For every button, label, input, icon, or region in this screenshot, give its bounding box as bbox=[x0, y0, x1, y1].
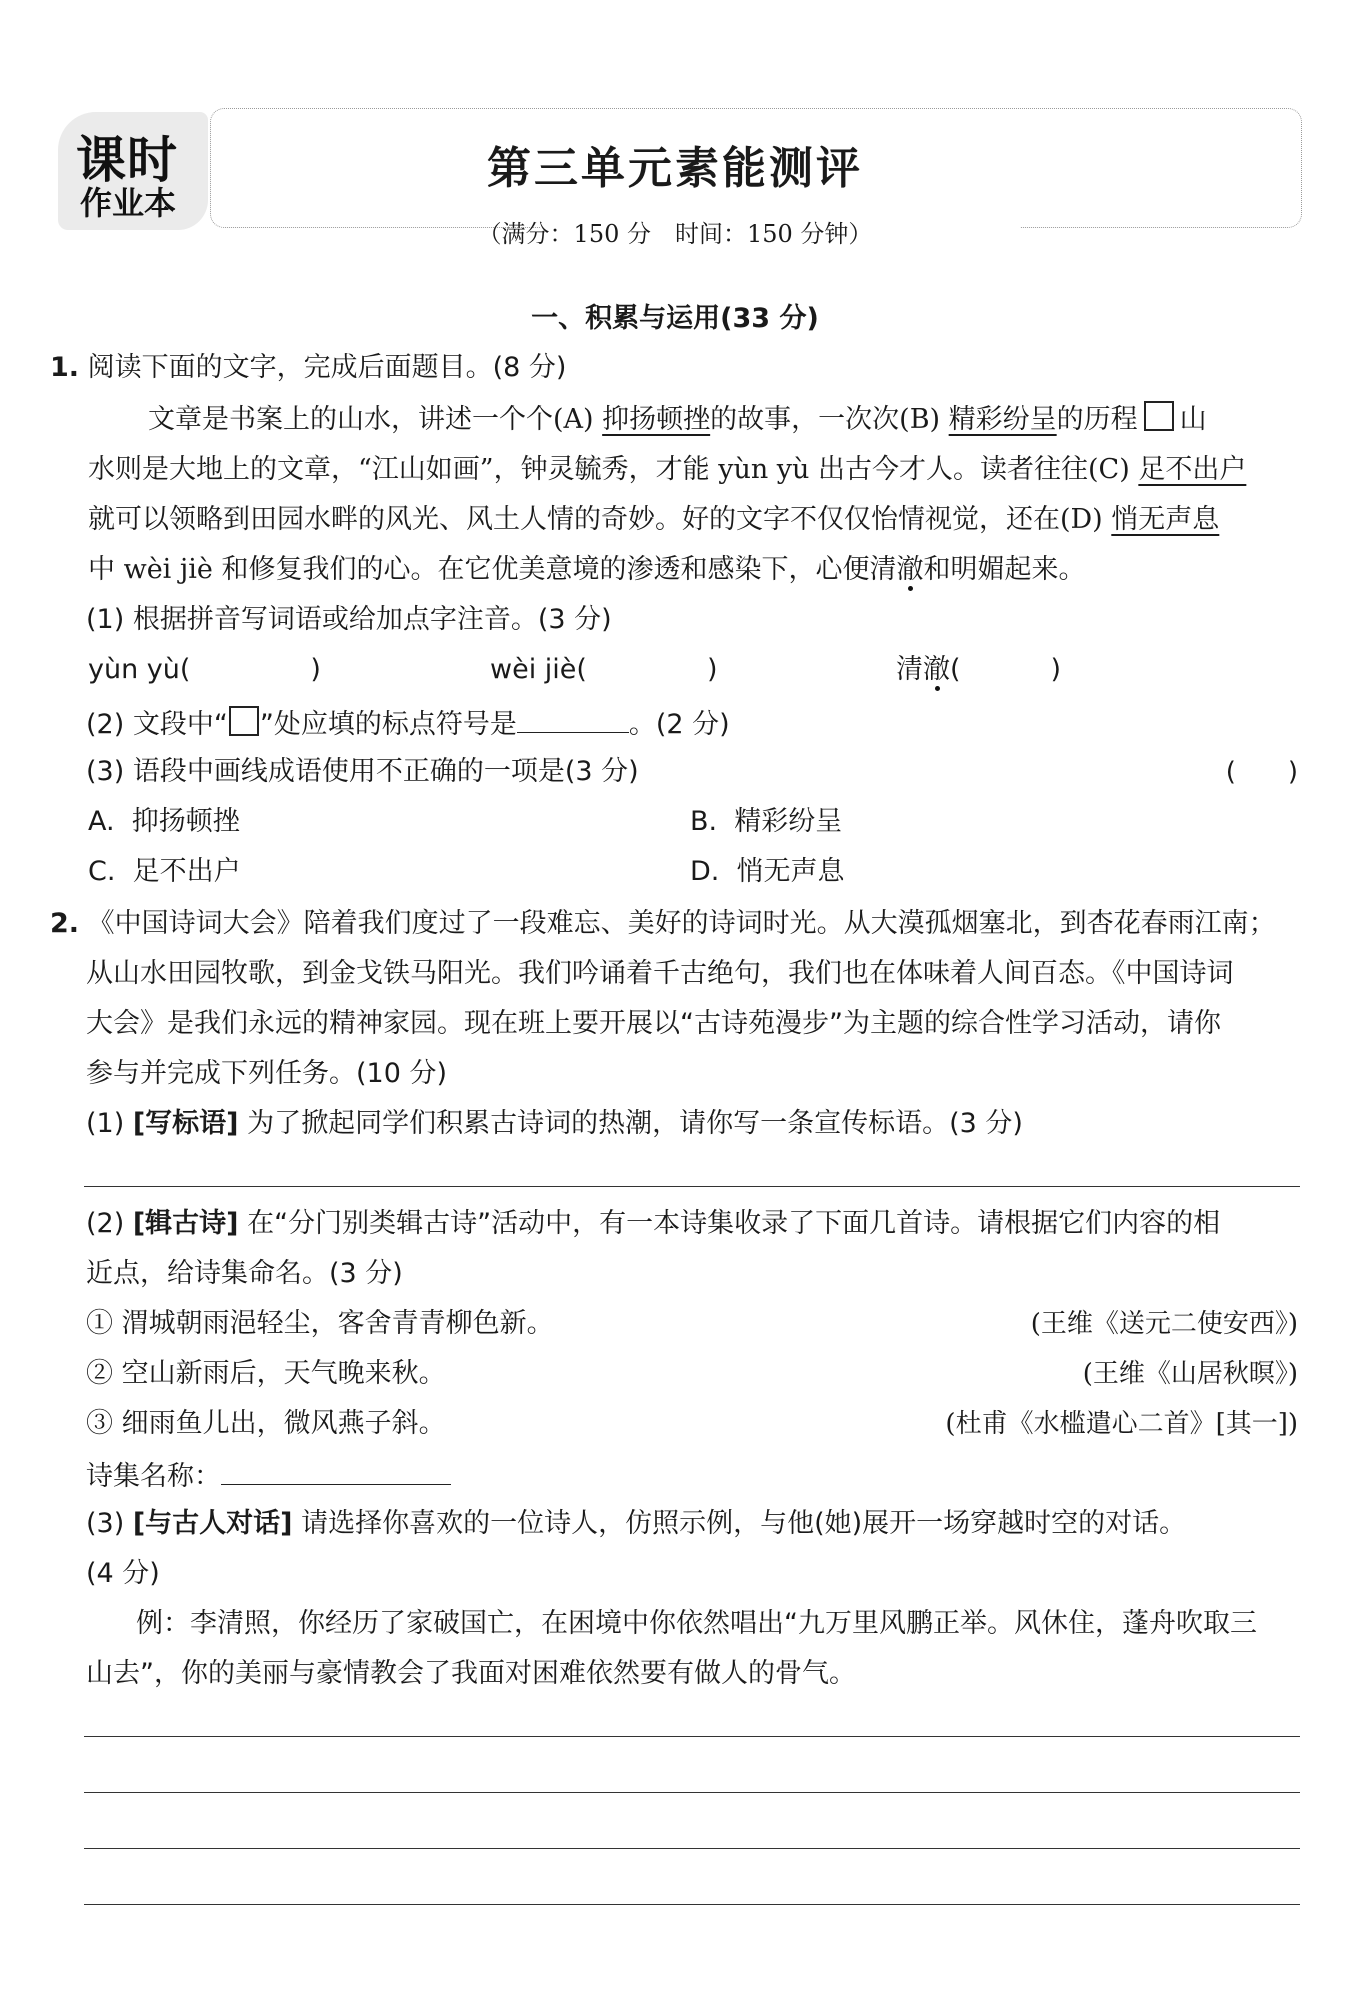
blank-box[interactable] bbox=[1144, 401, 1174, 431]
question-2-intro-line: 参与并完成下列任务。(10 分) bbox=[86, 1058, 448, 1089]
collection-name-row bbox=[86, 1454, 451, 1497]
passage-line: 就可以领略到田园水畔的风光、风土人情的奇妙。好的文字不仅仅怡情视觉，还在(D) 悄无声息 bbox=[88, 504, 1220, 535]
poem-line: ③ 细雨鱼儿出，微风燕子斜。 bbox=[86, 1408, 446, 1439]
answer-line[interactable] bbox=[84, 1848, 1300, 1849]
collection-name-blank[interactable] bbox=[221, 1454, 451, 1485]
question-2-intro-line: 大会》是我们永远的精神家园。现在班上要开展以“古诗苑漫步”为主题的综合性学习活动，请你 bbox=[86, 1008, 1221, 1039]
passage-line: 中 wèi jiè 和修复我们的心。在它优美意境的渗透和感染下，心便清澈和明媚起来。 bbox=[88, 554, 1086, 585]
punctuation-blank[interactable] bbox=[517, 702, 629, 733]
poem-source: (王维《送元二使安西》) bbox=[1030, 1309, 1298, 1339]
answer-bracket[interactable]: ( ) bbox=[1225, 757, 1298, 787]
logo-text-line2: 作业本 bbox=[80, 184, 177, 222]
poem-source: (王维《山居秋暝》) bbox=[1082, 1359, 1298, 1389]
page-title: 第三单元素能测评 bbox=[487, 143, 863, 194]
question-number: 2. bbox=[50, 908, 80, 939]
sub-question-1-1: (1) 根据拼音写词语或给加点字注音。(3 分) bbox=[86, 604, 612, 635]
answer-line[interactable] bbox=[84, 1186, 1300, 1187]
box-symbol bbox=[229, 706, 259, 736]
question-2-intro-line: 从山水田园牧歌，到金戈铁马阳光。我们吟诵着千古绝句，我们也在体味着人间百态。《中国诗词 bbox=[86, 958, 1234, 989]
task-tag: [与古人对话] bbox=[132, 1508, 293, 1539]
page-subtitle: （满分：150 分 时间：150 分钟） bbox=[477, 220, 873, 248]
sub-question-2-3-cont: (4 分) bbox=[86, 1558, 160, 1589]
question-1-prompt: 1. 阅读下面的文字，完成后面题目。(8 分) bbox=[50, 352, 567, 383]
option-a[interactable]: A. 抑扬顿挫 bbox=[88, 806, 240, 837]
option-d[interactable]: D. 悄无声息 bbox=[690, 856, 845, 887]
pinyin-answer-a[interactable]: yùn yù( ) bbox=[88, 654, 321, 685]
logo-text-line1: 课时 bbox=[76, 131, 178, 189]
question-2-intro: 2. 《中国诗词大会》陪着我们度过了一段难忘、美好的诗词时光。从大漠孤烟塞北，到杏花春雨江南； bbox=[50, 908, 1276, 939]
idiom-b: 精彩纷呈 bbox=[948, 404, 1057, 435]
sub-question-1-2: (2) 文段中“ ”处应填的标点符号是 。(2 分) bbox=[86, 702, 730, 745]
sub-question-2-3: (3) [与古人对话] 请选择你喜欢的一位诗人，仿照示例，与他(她)展开一场穿越时空的对话。 bbox=[86, 1508, 1187, 1539]
sub-question-1-3: (3) 语段中画线成语使用不正确的一项是(3 分) bbox=[86, 756, 639, 787]
sub-question-2-1: (1) [写标语] 为了掀起同学们积累古诗词的热潮，请你写一条宣传标语。(3 分) bbox=[86, 1108, 1023, 1139]
passage-line: 水则是大地上的文章，“江山如画”，钟灵毓秀，才能 yùn yù 出古今才人。读者往往(C) 足不出户 bbox=[88, 454, 1247, 485]
option-b[interactable]: B. 精彩纷呈 bbox=[690, 806, 843, 837]
answer-line[interactable] bbox=[84, 1736, 1300, 1737]
idiom-a: 抑扬顿挫 bbox=[602, 404, 711, 435]
task-tag: [写标语] bbox=[132, 1108, 239, 1139]
section-heading: 一、积累与运用(33 分) bbox=[531, 303, 819, 334]
poem-source: (杜甫《水槛遣心二首》[其一]) bbox=[945, 1409, 1298, 1439]
pinyin-answer-b[interactable]: wèi jiè( ) bbox=[490, 654, 718, 685]
sub-question-2-2-cont: 近点，给诗集命名。(3 分) bbox=[86, 1258, 403, 1289]
task-tag: [辑古诗] bbox=[132, 1208, 239, 1239]
sub-question-2-2: (2) [辑古诗] 在“分门别类辑古诗”活动中，有一本诗集收录了下面几首诗。请根据它们内容的相 bbox=[86, 1208, 1221, 1239]
answer-line[interactable] bbox=[84, 1792, 1300, 1793]
example-text: 山去”，你的美丽与豪情教会了我面对困难依然要有做人的骨气。 bbox=[86, 1658, 856, 1689]
poem-line: ① 渭城朝雨浥轻尘，客舍青青柳色新。 bbox=[86, 1308, 554, 1339]
example-text: 例：李清照，你经历了家破国亡，在困境中你依然唱出“九万里风鹏正举。风休住，蓬舟吹取三 bbox=[136, 1608, 1257, 1639]
idiom-d: 悄无声息 bbox=[1111, 504, 1220, 535]
question-number: 1. bbox=[50, 352, 80, 383]
poem-line: ② 空山新雨后，天气晚来秋。 bbox=[86, 1358, 446, 1389]
option-c[interactable]: C. 足不出户 bbox=[88, 856, 241, 887]
collection-name-label: 诗集名称： bbox=[86, 1461, 221, 1492]
idiom-c: 足不出户 bbox=[1138, 454, 1247, 485]
pronunciation-answer-c[interactable]: 清澈( ) bbox=[896, 654, 1062, 685]
passage-line: 文章是书案上的山水，讲述一个个(A) 抑扬顿挫的故事，一次次(B) 精彩纷呈的历程 山 bbox=[148, 400, 1207, 440]
dotted-char: 澈 bbox=[896, 554, 924, 585]
answer-line[interactable] bbox=[84, 1904, 1300, 1905]
